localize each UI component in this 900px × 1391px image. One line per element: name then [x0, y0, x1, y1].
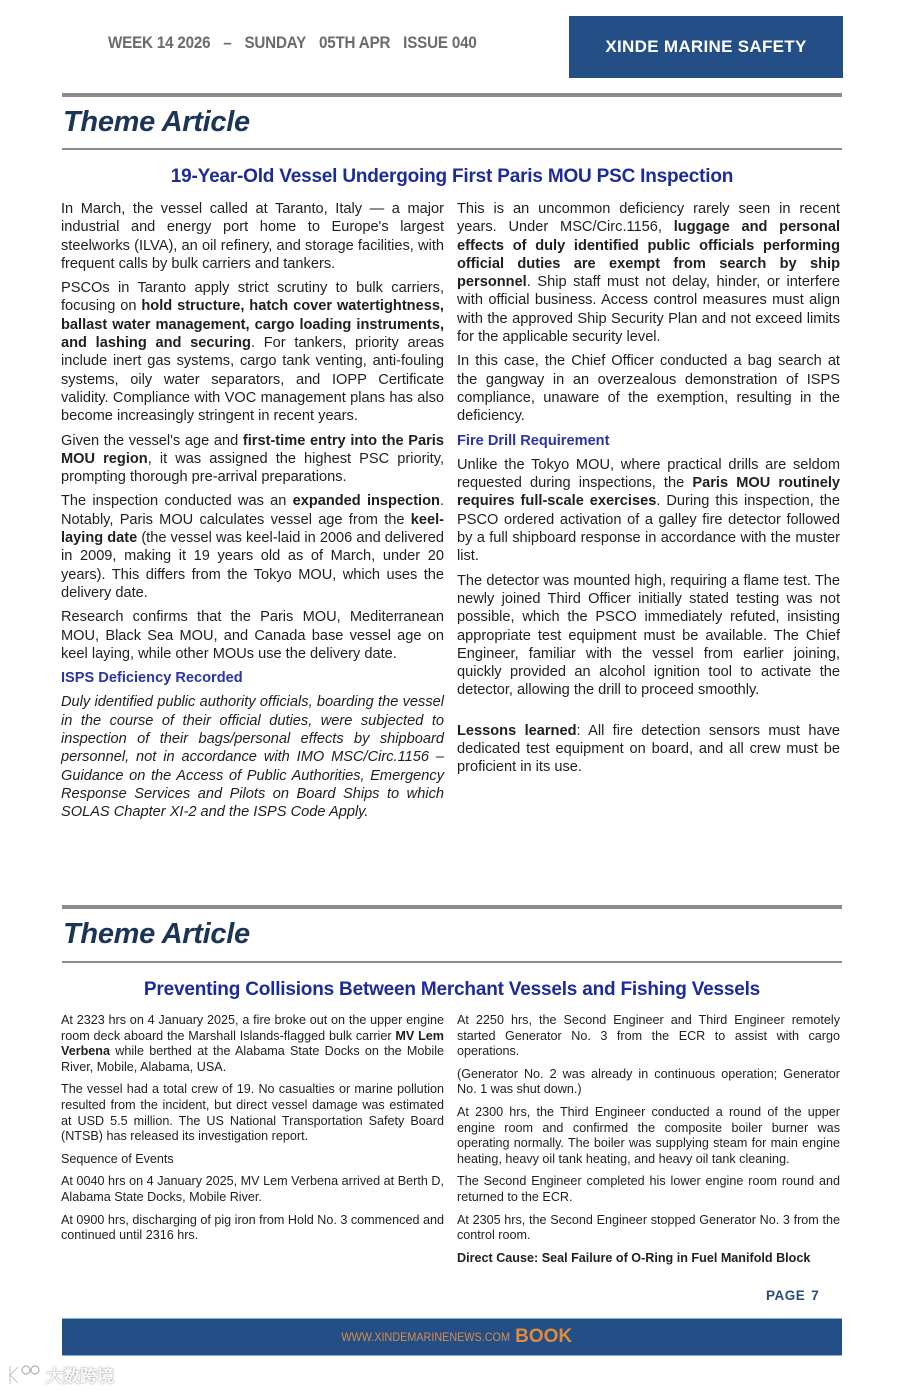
paragraph: The Second Engineer completed his lower engine room round and returned to the ECR.: [457, 1174, 840, 1204]
watermark: [6, 1362, 114, 1387]
paragraph: At 0900 hrs, discharging of pig iron from Hold No. 3 commenced and continued until 2316 hrs.: [61, 1212, 444, 1243]
paragraph: Sequence of Events: [61, 1151, 174, 1166]
subheading: ISPS Deficiency Recorded: [61, 670, 243, 687]
page-number: PAGE 7: [766, 1288, 820, 1303]
paragraph: This is an uncommon deficiency rarely seen in recent years. Under MSC/Circ.1156, luggage and personal effects of duly identified public officials performing official duties are exempt from search by ship personnel. Ship staff must not delay, hinder, or interfere with official business. Access control measures must align with the approved Ship Security Plan and not exceed limits for the applicable security level.: [457, 201, 840, 346]
paragraph: Unlike the Tokyo MOU, where practical drills are seldom requested during inspections, the Paris MOU routinely requires full-scale exercises. During this inspection, the PSCO ordered activation of a galley fire detector followed by a full shipboard response in accordance with the muster list.: [457, 456, 841, 565]
paragraph: (Generator No. 2 was already in continuous operation; Generator No. 1 was shut down.): [457, 1066, 840, 1097]
divider: [62, 961, 842, 963]
paragraph: The inspection conducted was an expanded inspection. Notably, Paris MOU calculates vessel age from the keel-laying date (the vessel was keel-laid in 2006 and delivered in 2009, making it 19 years old as of March, under 20 years). This differs from the Tokyo MOU, which uses the delivery date.: [61, 493, 444, 601]
issue-label: ISSUE 040: [403, 34, 477, 52]
brand-banner: XINDE MARINE SAFETY: [569, 16, 843, 78]
paragraph: Given the vessel's age and first-time entry into the Paris MOU region, it was assigned the highest PSC priority, prompting thorough pre-arrival preparations.: [61, 432, 445, 486]
week-label: WEEK 14 2026: [108, 34, 211, 52]
section-title: Theme Article: [63, 106, 250, 138]
date-label: 05TH APR: [318, 34, 391, 52]
divider: [62, 93, 842, 97]
article2-left-column: [61, 1013, 444, 1251]
article1-left-column: [61, 200, 444, 828]
separator: –: [223, 34, 232, 52]
divider: [62, 148, 842, 150]
paragraph: At 2300 hrs, the Third Engineer conducted a round of the upper engine room and confirmed the composite boiler burner was operating normally. The boiler was supplying steam for main engine heating, heavy oil tank heating, and heavy oil tank cleaning.: [457, 1104, 840, 1166]
footer-url[interactable]: WWW.XINDEMARINENEWS.COM: [341, 1330, 510, 1344]
deficiency-quote: Duly identified public authority officials, boarding the vessel in the course of their official duties, were subjected to inspection of their bags/personal effects by shipboard personnel, not in accordance with IMO MSC/Circ.1156 – Guidance on the Access of Public Authorities, Emergency Response Services and Pilots on Board Ships to which SOLAS Chapter XI-2 and the ISPS Code Apply.: [61, 694, 444, 821]
issue-meta: [108, 34, 494, 53]
divider: [62, 905, 842, 909]
article-title: 19-Year-Old Vessel Undergoing First Paris MOU PSC Inspection: [170, 166, 734, 187]
day-label: SUNDAY: [244, 34, 307, 52]
paragraph: Research confirms that the Paris MOU, Mediterranean MOU, Black Sea MOU, and Canada base vessel age on keel laying, while other MOUs use the delivery date.: [61, 609, 444, 662]
article2-right-column: [457, 1013, 840, 1273]
paragraph: At 2323 hrs on 4 January 2025, a fire broke out on the upper engine room deck aboard the Marshall Islands-flagged bulk carrier MV Lem Verbena while berthed at the Alabama State Docks on the Mobile River, Mobile, Alabama, USA.: [61, 1013, 444, 1074]
lessons-learned: Lessons learned: All fire detection sensors must have dedicated test equipment on board, and all crew must be proficient in its use.: [457, 722, 840, 776]
paragraph: In this case, the Chief Officer conducted a bag search at the gangway in an overzealous demonstration of ISPS compliance, unaware of the exemption, resulting in the deficiency.: [457, 353, 840, 425]
watermark-text: 大数跨境: [46, 1367, 114, 1386]
paragraph: The vessel had a total crew of 19. No casualties or marine pollution resulted from the incident, but direct vessel damage was estimated at USD 5.5 million. The US National Transportation Safety Board (NTSB) has released its investigation report.: [61, 1082, 444, 1144]
paragraph: PSCOs in Taranto apply strict scrutiny to bulk carriers, focusing on hold structure, hatch cover watertightness, ballast water management, cargo loading instruments, and lashing and securing. For tankers, priority areas include inert gas systems, cargo tank venting, anti-fouling systems, oily water separators, and IOPP Certificate validity. Compliance with VOC management plans has also become increasingly stringent in recent years.: [61, 280, 444, 425]
paragraph: At 0040 hrs on 4 January 2025, MV Lem Verbena arrived at Berth D, Alabama State Docks, Mobile River.: [61, 1174, 444, 1204]
paragraph: At 2305 hrs, the Second Engineer stopped Generator No. 3 from the control room.: [457, 1212, 840, 1243]
section-title: Theme Article: [63, 918, 250, 950]
footer-bar: [62, 1318, 842, 1356]
article1-right-column: [457, 200, 840, 783]
kpo-logo-icon: [6, 1364, 42, 1386]
paragraph: The detector was mounted high, requiring a flame test. The newly joined Third Officer initially stated testing was not possible, which the PSCO immediately refuted, insisting appropriate test equipment must be available. The Chief Engineer, familiar with the vessel from earlier joining, quickly provided an alcohol ignition tool to activate the detector, allowing the drill to proceed smoothly.: [457, 572, 840, 699]
paragraph: At 2250 hrs, the Second Engineer and Third Engineer remotely started Generator No. 3 from the ECR to assist with cargo operations.: [457, 1013, 840, 1059]
paragraph: In March, the vessel called at Taranto, Italy — a major industrial and energy port home to Europe's largest steelworks (ILVA), an oil refinery, and storage facilities, with frequent calls by bulk carriers and tankers.: [61, 201, 444, 272]
footer-book: BOOK: [515, 1326, 573, 1347]
direct-cause: Direct Cause: Seal Failure of O-Ring in Fuel Manifold Block: [457, 1250, 811, 1265]
subheading: Fire Drill Requirement: [457, 432, 610, 449]
article-title: Preventing Collisions Between Merchant Vessels and Fishing Vessels: [143, 979, 761, 1000]
